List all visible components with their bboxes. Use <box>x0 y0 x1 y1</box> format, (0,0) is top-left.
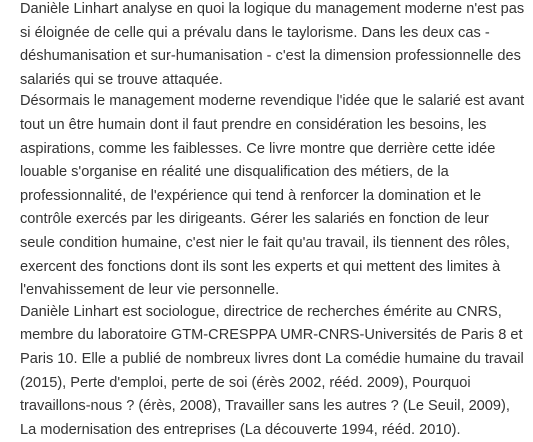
text-line: l'envahissement de leur vie personnelle. <box>20 282 280 299</box>
paragraph-argument <box>20 90 530 302</box>
text-line: contrôle exercés par les dirigeants. Gérer les salariés en fonction de leur <box>20 211 489 228</box>
text-line: Désormais le management moderne revendique l'idée que le salarié est avant <box>20 93 525 110</box>
text-line: membre du laboratoire GTM-CRESPPA UMR-CNRS-Universités de Paris 8 et <box>20 327 523 344</box>
text-line: déshumanisation et sur-humanisation - c'est la dimension professionnelle des <box>20 48 521 65</box>
text-line: tout un être humain dont il faut prendre en considération les besoins, les <box>20 116 487 133</box>
text-line: aspirations, comme les faiblesses. Ce livre montre que derrière cette idée <box>20 140 496 157</box>
text-line: louable s'organise en réalité une disqualification des métiers, de la <box>20 164 449 181</box>
text-line: si éloignée de celle qui a prévalu dans le taylorisme. Dans les deux cas - <box>20 24 490 41</box>
text-line: salariés qui se trouve attaquée. <box>20 71 223 88</box>
text-line: Paris 10. Elle a publié de nombreux livres dont La comédie humaine du travail <box>20 350 524 367</box>
text-line: exercent des fonctions dont ils sont les experts et qui mettent des limites à <box>20 258 501 275</box>
text-line: La modernisation des entreprises (La découverte 1994, rééd. 2010). <box>20 421 461 438</box>
text-line: seule condition humaine, c'est nier le fait qu'au travail, ils tiennent des rôles, <box>20 234 510 251</box>
text-line: professionnalité, de l'expérience qui tend à renforcer la domination et le <box>20 187 482 204</box>
text-line: Danièle Linhart analyse en quoi la logique du management moderne n'est pas <box>20 1 525 17</box>
paragraph-summary <box>20 0 530 92</box>
text-line: travaillons-nous ? (érès, 2008), Travailler sans les autres ? (Le Seuil, 2009), <box>20 398 510 415</box>
text-line: (2015), Perte d'emploi, perte de soi (érès 2002, rééd. 2009), Pourquoi <box>20 374 471 391</box>
paragraph-author-bio <box>20 301 530 442</box>
book-description <box>20 0 530 442</box>
text-line: Danièle Linhart est sociologue, directrice de recherches émérite au CNRS, <box>20 303 502 320</box>
